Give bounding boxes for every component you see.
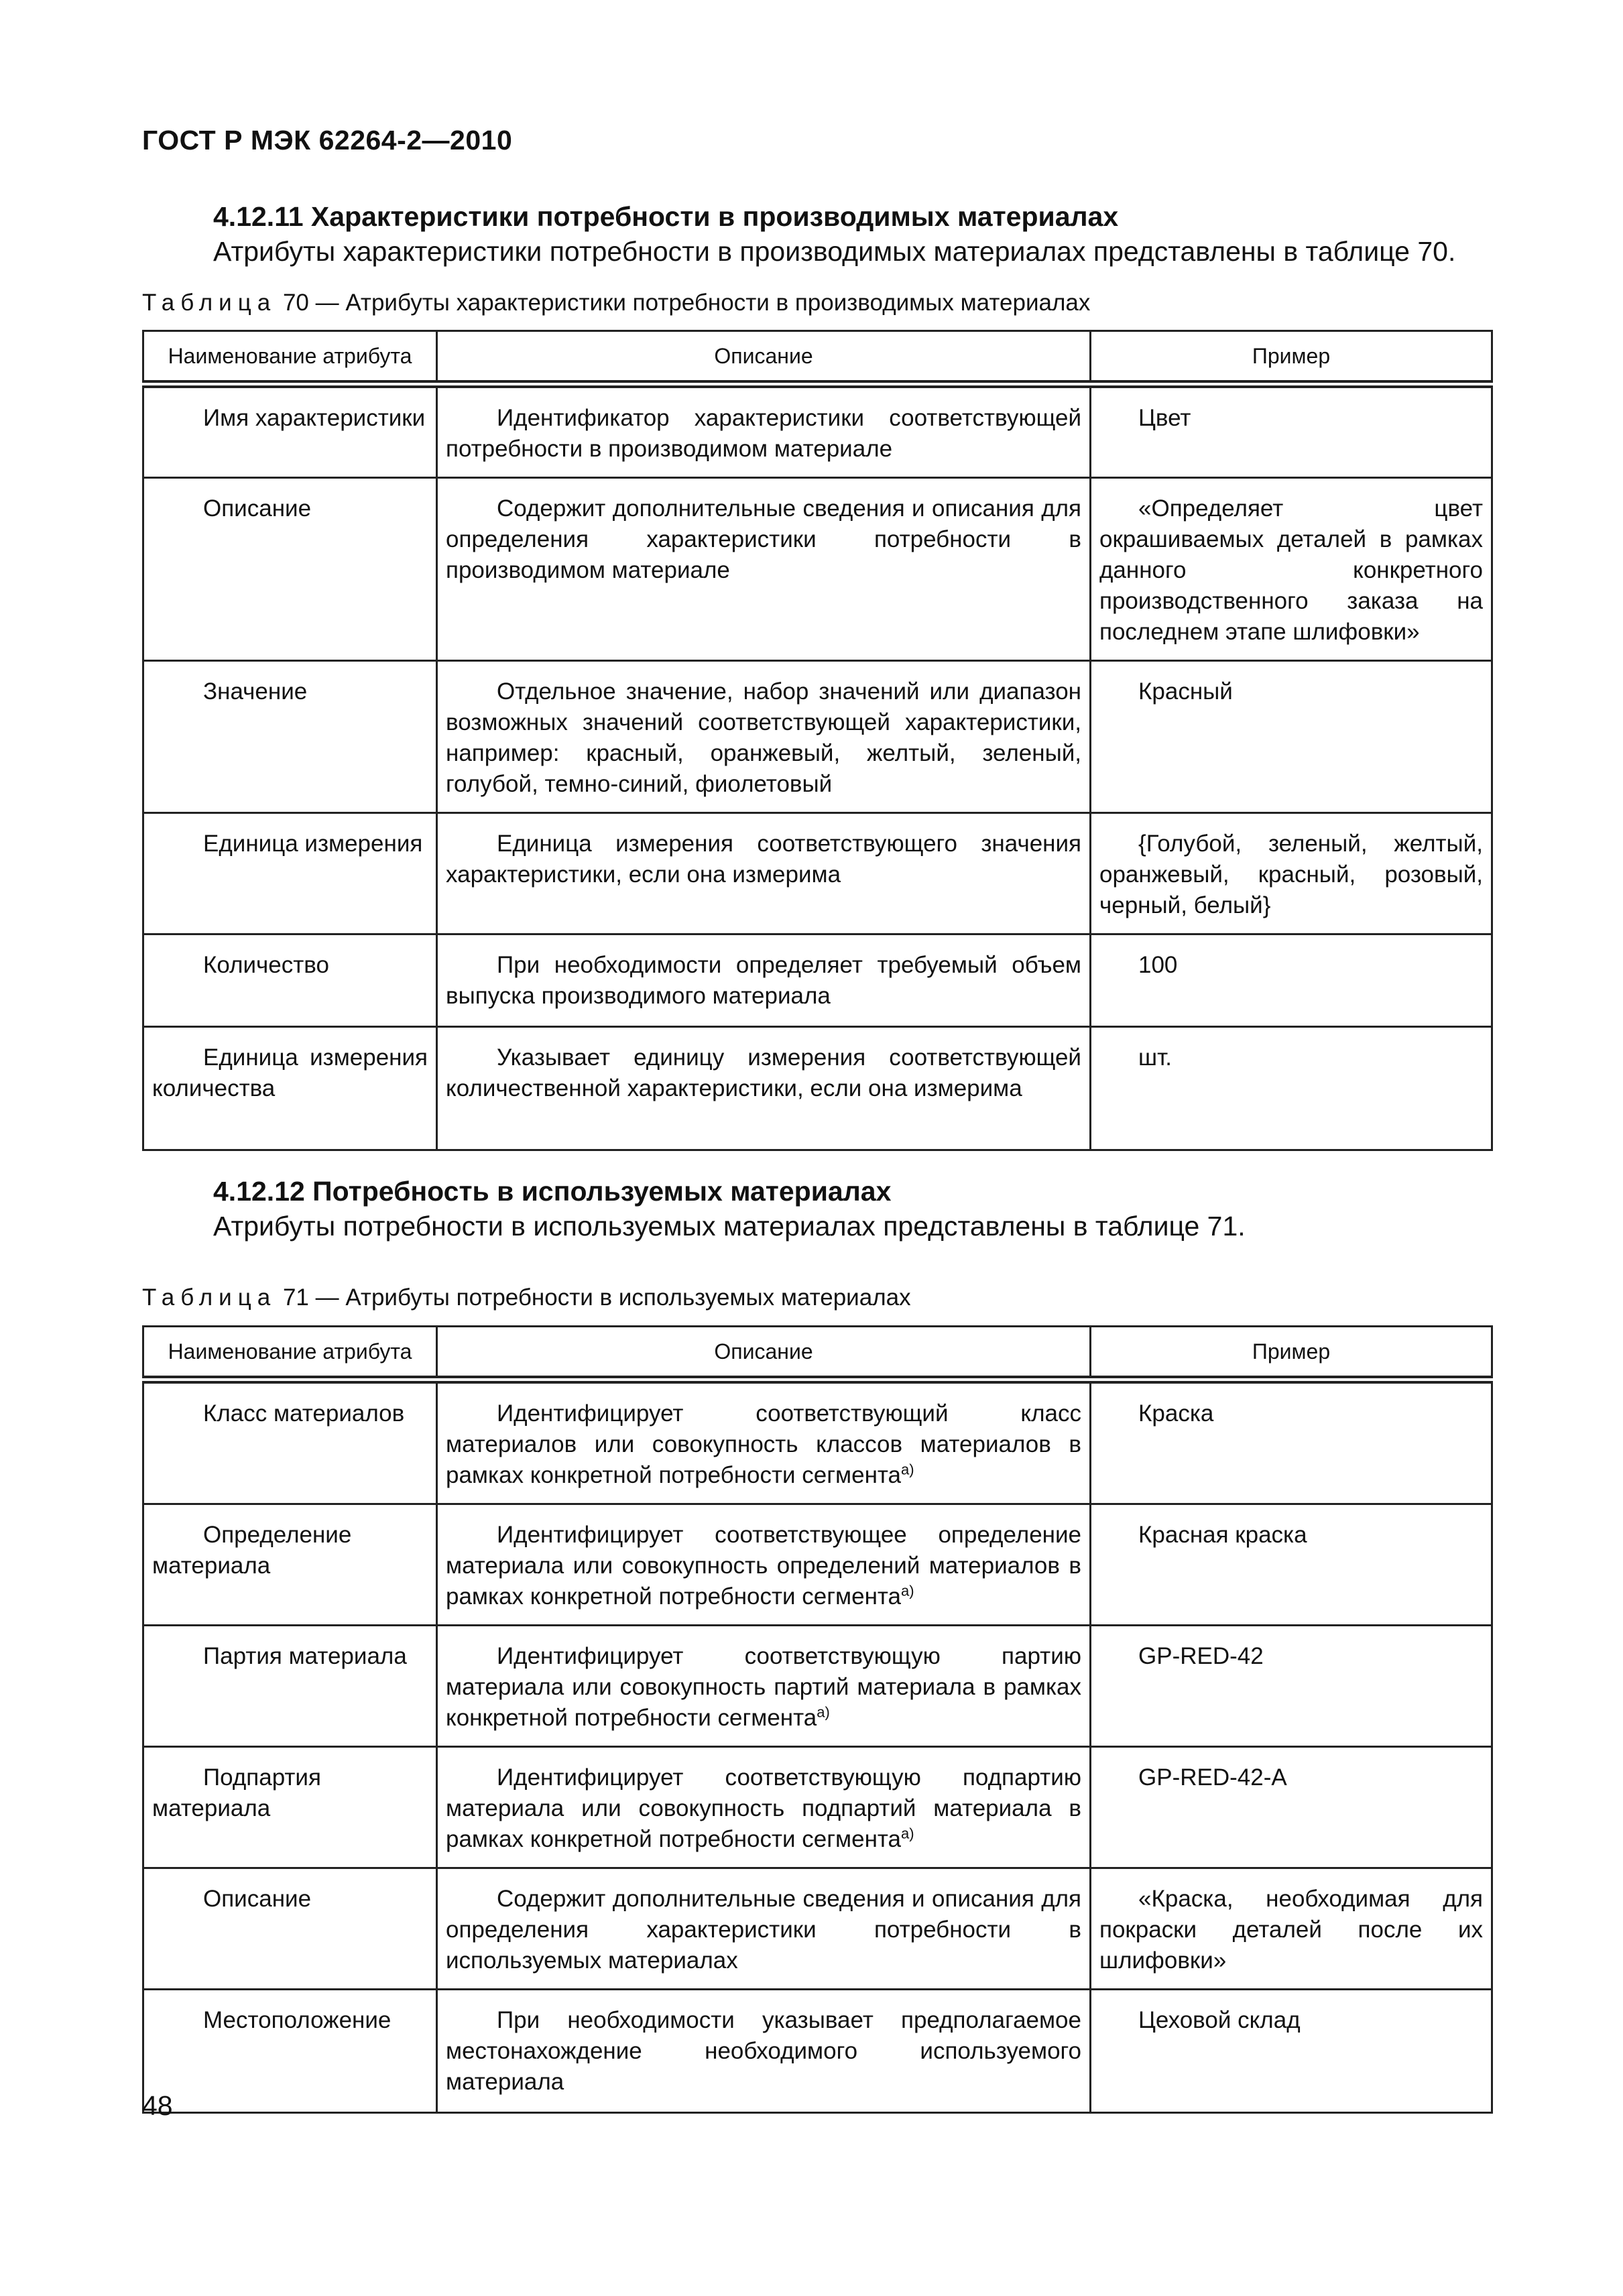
attribute-description-cell: Содержит дополнительные сведения и описания для определения характеристики потребности в используемых материалах <box>437 1868 1091 1990</box>
attribute-name-cell: Единица измерения количества <box>143 1027 437 1150</box>
table-70-caption <box>142 290 1090 316</box>
attribute-description-cell: Отдельное значение, набор значений или диапазон возможных значений соответствующей характеристики, например: красный, оранжевый, желтый, зеленый, голубой, темно-синий, фиолетовый <box>437 661 1091 813</box>
table-row <box>143 1868 1492 1990</box>
attribute-name-cell: Описание <box>143 478 437 661</box>
attribute-example-cell: «Краска, необходимая для покраски деталей после их шлифовки» <box>1091 1868 1492 1990</box>
attribute-description-cell: Единица измерения соответствующего значения характеристики, если она измерима <box>437 813 1091 934</box>
attribute-description-cell: Указывает единицу измерения соответствующей количественной характеристики, если она измерима <box>437 1027 1091 1150</box>
section-intro-4-12-11: Атрибуты характеристики потребности в производимых материалах представлены в таблице 70. <box>213 236 1456 267</box>
attribute-name-cell: Определение материала <box>143 1504 437 1626</box>
attribute-description-cell <box>437 1380 1091 1504</box>
table-71-caption <box>142 1284 911 1311</box>
table-row <box>143 661 1492 813</box>
attribute-description-cell <box>437 1626 1091 1747</box>
attribute-name-cell: Партия материала <box>143 1626 437 1747</box>
column-header-description: Описание <box>437 331 1091 385</box>
table-row <box>143 1990 1492 2113</box>
table-row <box>143 934 1492 1027</box>
table-row <box>143 1027 1492 1150</box>
attribute-description-cell <box>437 1747 1091 1868</box>
table-row <box>143 478 1492 661</box>
document-code: ГОСТ Р МЭК 62264-2—2010 <box>142 125 513 156</box>
attribute-example-cell: Краска <box>1091 1380 1492 1504</box>
attribute-example-cell: 100 <box>1091 934 1492 1027</box>
column-header-description: Описание <box>437 1327 1091 1380</box>
footnote-mark: a) <box>817 1703 830 1721</box>
attribute-example-cell: «Определяет цвет окрашиваемых деталей в рамках данного конкретного производственного заказа на последнем этапе шлифовки» <box>1091 478 1492 661</box>
attribute-description-cell: При необходимости определяет требуемый объем выпуска производимого материала <box>437 934 1091 1027</box>
attribute-name-cell: Подпартия материала <box>143 1747 437 1868</box>
attribute-example-cell: Красная краска <box>1091 1504 1492 1626</box>
table-row <box>143 1380 1492 1504</box>
description-text: Идентифицирует соответствующий класс материалов или совокупность классов материалов в рамках конкретной потребности сегмента <box>446 1400 1081 1488</box>
footnote-mark: a) <box>901 1825 914 1842</box>
table-71 <box>142 1325 1493 2114</box>
column-header-attribute-name: Наименование атрибута <box>143 331 437 385</box>
attribute-example-cell: Цвет <box>1091 384 1492 478</box>
footnote-mark: a) <box>901 1582 914 1599</box>
section-title-4-12-12: 4.12.12 Потребность в используемых материалах <box>213 1176 892 1207</box>
attribute-example-cell: {Голубой, зеленый, желтый, оранжевый, красный, розовый, черный, белый} <box>1091 813 1492 934</box>
attribute-name-cell: Единица измерения <box>143 813 437 934</box>
attribute-description-cell: Содержит дополнительные сведения и описания для определения характеристики потребности в производимом материале <box>437 478 1091 661</box>
table-70 <box>142 330 1493 1151</box>
attribute-name-cell: Класс материалов <box>143 1380 437 1504</box>
attribute-name-cell: Местоположение <box>143 1990 437 2113</box>
table-row <box>143 813 1492 934</box>
section-intro-4-12-12: Атрибуты потребности в используемых материалах представлены в таблице 71. <box>213 1211 1246 1242</box>
column-header-attribute-name: Наименование атрибута <box>143 1327 437 1380</box>
table-70-caption-lead: Таблица <box>142 290 277 316</box>
description-text: Идентифицирует соответствующую подпартию материала или совокупность подпартий материала в рамках конкретной потребности сегмента <box>446 1764 1081 1852</box>
description-text: Идентифицирует соответствующее определение материала или совокупность определений материалов в рамках конкретной потребности сегмента <box>446 1522 1081 1610</box>
table-71-header-row <box>143 1327 1492 1380</box>
table-70-header-row <box>143 331 1492 385</box>
description-text: Идентифицирует соответствующую партию материала или совокупность партий материала в рамках конкретной потребности сегмента <box>446 1643 1081 1731</box>
table-row <box>143 384 1492 478</box>
table-row <box>143 1504 1492 1626</box>
attribute-description-cell: Идентификатор характеристики соответствующей потребности в производимом материале <box>437 384 1091 478</box>
table-70-caption-text: 70 — Атрибуты характеристики потребности в производимых материалах <box>276 290 1091 316</box>
attribute-example-cell: GP-RED-42-A <box>1091 1747 1492 1868</box>
table-71-caption-text: 71 — Атрибуты потребности в используемых материалах <box>276 1284 911 1311</box>
attribute-description-cell: При необходимости указывает предполагаемое местонахождение необходимого используемого материала <box>437 1990 1091 2113</box>
attribute-name-cell: Описание <box>143 1868 437 1990</box>
attribute-name-cell: Значение <box>143 661 437 813</box>
page-number: 48 <box>142 2090 173 2121</box>
table-71-caption-lead: Таблица <box>142 1284 277 1311</box>
footnote-mark: a) <box>901 1461 914 1478</box>
attribute-example-cell: Цеховой склад <box>1091 1990 1492 2113</box>
attribute-name-cell: Имя характеристики <box>143 384 437 478</box>
attribute-example-cell: GP-RED-42 <box>1091 1626 1492 1747</box>
attribute-example-cell: шт. <box>1091 1027 1492 1150</box>
attribute-example-cell: Красный <box>1091 661 1492 813</box>
attribute-name-cell: Количество <box>143 934 437 1027</box>
column-header-example: Пример <box>1091 1327 1492 1380</box>
table-row <box>143 1626 1492 1747</box>
attribute-description-cell <box>437 1504 1091 1626</box>
table-row <box>143 1747 1492 1868</box>
column-header-example: Пример <box>1091 331 1492 385</box>
section-title-4-12-11: 4.12.11 Характеристики потребности в производимых материалах <box>213 201 1119 232</box>
